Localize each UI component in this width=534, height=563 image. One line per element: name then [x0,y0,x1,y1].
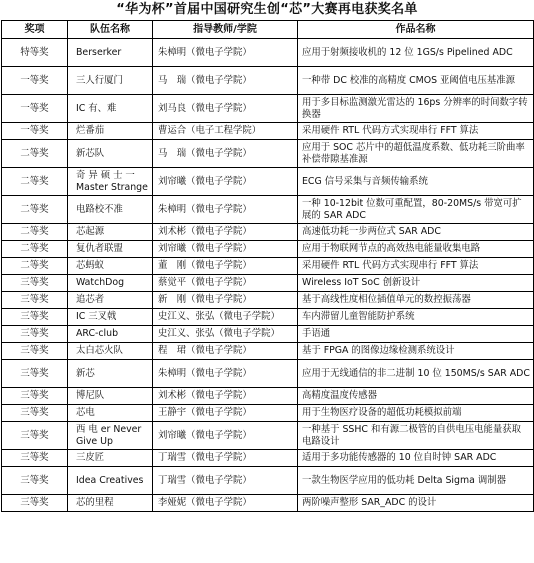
team-cell: ARC-club [68,326,153,343]
work-cell: 应用于射频接收机的 12 位 1GS/s Pipelined ADC [298,39,534,67]
header-award: 奖项 [2,21,68,39]
team-cell: 西 电 er Never Give Up [68,422,153,450]
table-row [2,422,534,450]
work-cell: 一款生物医学应用的低功耗 Delta Sigma 调制器 [298,467,534,495]
team-cell: WatchDog [68,275,153,292]
award-cell: 三等奖 [2,495,68,512]
advisor-cell: 蔡觉平（微电子学院） [153,275,298,292]
table-row [2,405,534,422]
award-cell: 三等奖 [2,275,68,292]
work-cell: 高精度温度传感器 [298,388,534,405]
award-cell: 二等奖 [2,140,68,168]
work-cell: 用于生物医疗设备的超低功耗模拟前端 [298,405,534,422]
award-cell: 三等奖 [2,467,68,495]
team-cell: Berserker [68,39,153,67]
award-cell: 三等奖 [2,326,68,343]
work-cell: 基于高线性度相位插值单元的数控振荡器 [298,292,534,309]
table-row [2,67,534,95]
table-row [2,495,534,512]
team-cell: IC 三叉戟 [68,309,153,326]
team-cell: 芯起源 [68,224,153,241]
table-row [2,326,534,343]
advisor-cell: 朱樟明（微电子学院） [153,39,298,67]
work-cell: 车内滞留儿童智能防护系统 [298,309,534,326]
team-cell: 奇 异 硕 士 一 Master Strange [68,168,153,196]
table-row [2,224,534,241]
table-row [2,123,534,140]
team-cell: 追芯者 [68,292,153,309]
team-cell: IC 有、难 [68,95,153,123]
advisor-cell: 王静宇（微电子学院） [153,405,298,422]
header-advisor: 指导教师/学院 [153,21,298,39]
work-cell: 一种基于 SSHC 和有源二极管的自供电压电能量获取电路设计 [298,422,534,450]
work-cell: 应用于 SOC 芯片中的超低温度系数、低功耗三阶曲率补偿带隙基准源 [298,140,534,168]
table-row [2,467,534,495]
table-row [2,343,534,360]
team-cell: 三皮匠 [68,450,153,467]
advisor-cell: 丁瑞雪（微电子学院） [153,450,298,467]
table-row [2,388,534,405]
award-cell: 三等奖 [2,450,68,467]
work-cell: 适用于多功能传感器的 10 位自时钟 SAR ADC [298,450,534,467]
award-cell: 二等奖 [2,224,68,241]
work-cell: ECG 信号采集与音频传输系统 [298,168,534,196]
work-cell: 两阶噪声整形 SAR_ADC 的设计 [298,495,534,512]
work-cell: Wireless IoT SoC 创新设计 [298,275,534,292]
work-cell: 采用硬件 RTL 代码方式实现串行 FFT 算法 [298,123,534,140]
work-cell: 手语通 [298,326,534,343]
award-cell: 一等奖 [2,123,68,140]
advisor-cell: 李娅妮（微电子学院） [153,495,298,512]
team-cell: Idea Creatives [68,467,153,495]
award-cell: 特等奖 [2,39,68,67]
award-cell: 三等奖 [2,343,68,360]
award-cell: 三等奖 [2,405,68,422]
team-cell: 电路校不准 [68,196,153,224]
advisor-cell: 刘帘曦（微电子学院） [153,168,298,196]
work-cell: 高速低功耗一步两位式 SAR ADC [298,224,534,241]
award-cell: 二等奖 [2,241,68,258]
team-cell: 烂番茄 [68,123,153,140]
table-row [2,450,534,467]
team-cell: 博尼队 [68,388,153,405]
advisor-cell: 刘马良（微电子学院） [153,95,298,123]
table-row [2,309,534,326]
advisor-cell: 刘帘曦（微电子学院） [153,422,298,450]
award-cell: 三等奖 [2,388,68,405]
header-team: 队伍名称 [68,21,153,39]
table-row [2,241,534,258]
work-cell: 用于多目标监测激光雷达的 16ps 分辨率的时间数字转换器 [298,95,534,123]
table-header-row [2,21,534,39]
award-cell: 二等奖 [2,196,68,224]
table-row [2,275,534,292]
award-cell: 三等奖 [2,292,68,309]
advisor-cell: 史江义、张弘（微电子学院） [153,309,298,326]
header-work: 作品名称 [298,21,534,39]
advisor-cell: 朱樟明（微电子学院） [153,196,298,224]
work-cell: 一种带 DC 校准的高精度 CMOS 亚阈值电压基准源 [298,67,534,95]
award-cell: 一等奖 [2,67,68,95]
advisor-cell: 程 珺（微电子学院） [153,343,298,360]
team-cell: 新芯 [68,360,153,388]
advisor-cell: 史江义、张弘（微电子学院） [153,326,298,343]
team-cell: 芯电 [68,405,153,422]
advisor-cell: 刘术彬（微电子学院） [153,224,298,241]
advisor-cell: 董 刚（微电子学院） [153,258,298,275]
advisor-cell: 朱樟明（微电子学院） [153,360,298,388]
table-row [2,39,534,67]
advisor-cell: 刘帘曦（微电子学院） [153,241,298,258]
award-table [1,20,534,512]
work-cell: 一种 10-12bit 位数可重配置，80-20MS/s 带宽可扩展的 SAR ADC [298,196,534,224]
advisor-cell: 新 刚（微电子学院） [153,292,298,309]
advisor-cell: 马 瑞（微电子学院） [153,140,298,168]
advisor-cell: 刘术彬（微电子学院） [153,388,298,405]
team-cell: 太白芯火队 [68,343,153,360]
award-cell: 二等奖 [2,258,68,275]
award-cell: 一等奖 [2,95,68,123]
work-cell: 基于 FPGA 的图像边缘检测系统设计 [298,343,534,360]
team-cell: 芯蚂蚁 [68,258,153,275]
advisor-cell: 丁瑞雪（微电子学院） [153,467,298,495]
table-row [2,140,534,168]
table-row [2,196,534,224]
work-cell: 采用硬件 RTL 代码方式实现串行 FFT 算法 [298,258,534,275]
table-row [2,292,534,309]
work-cell: 应用于物联网节点的高效热电能量收集电路 [298,241,534,258]
award-cell: 三等奖 [2,422,68,450]
advisor-cell: 马 瑞（微电子学院） [153,67,298,95]
table-row [2,258,534,275]
award-cell: 二等奖 [2,168,68,196]
team-cell: 新芯队 [68,140,153,168]
table-row [2,168,534,196]
work-cell: 应用于无线通信的非二进制 10 位 150MS/s SAR ADC [298,360,534,388]
table-row [2,95,534,123]
team-cell: 芯的里程 [68,495,153,512]
award-cell: 三等奖 [2,309,68,326]
award-cell: 三等奖 [2,360,68,388]
table-row [2,360,534,388]
page-title: “华为杯”首届中国研究生创“芯”大赛再电获奖名单 [116,2,418,17]
advisor-cell: 曹运合（电子工程学院） [153,123,298,140]
team-cell: 复仇者联盟 [68,241,153,258]
team-cell: 三人行厦门 [68,67,153,95]
